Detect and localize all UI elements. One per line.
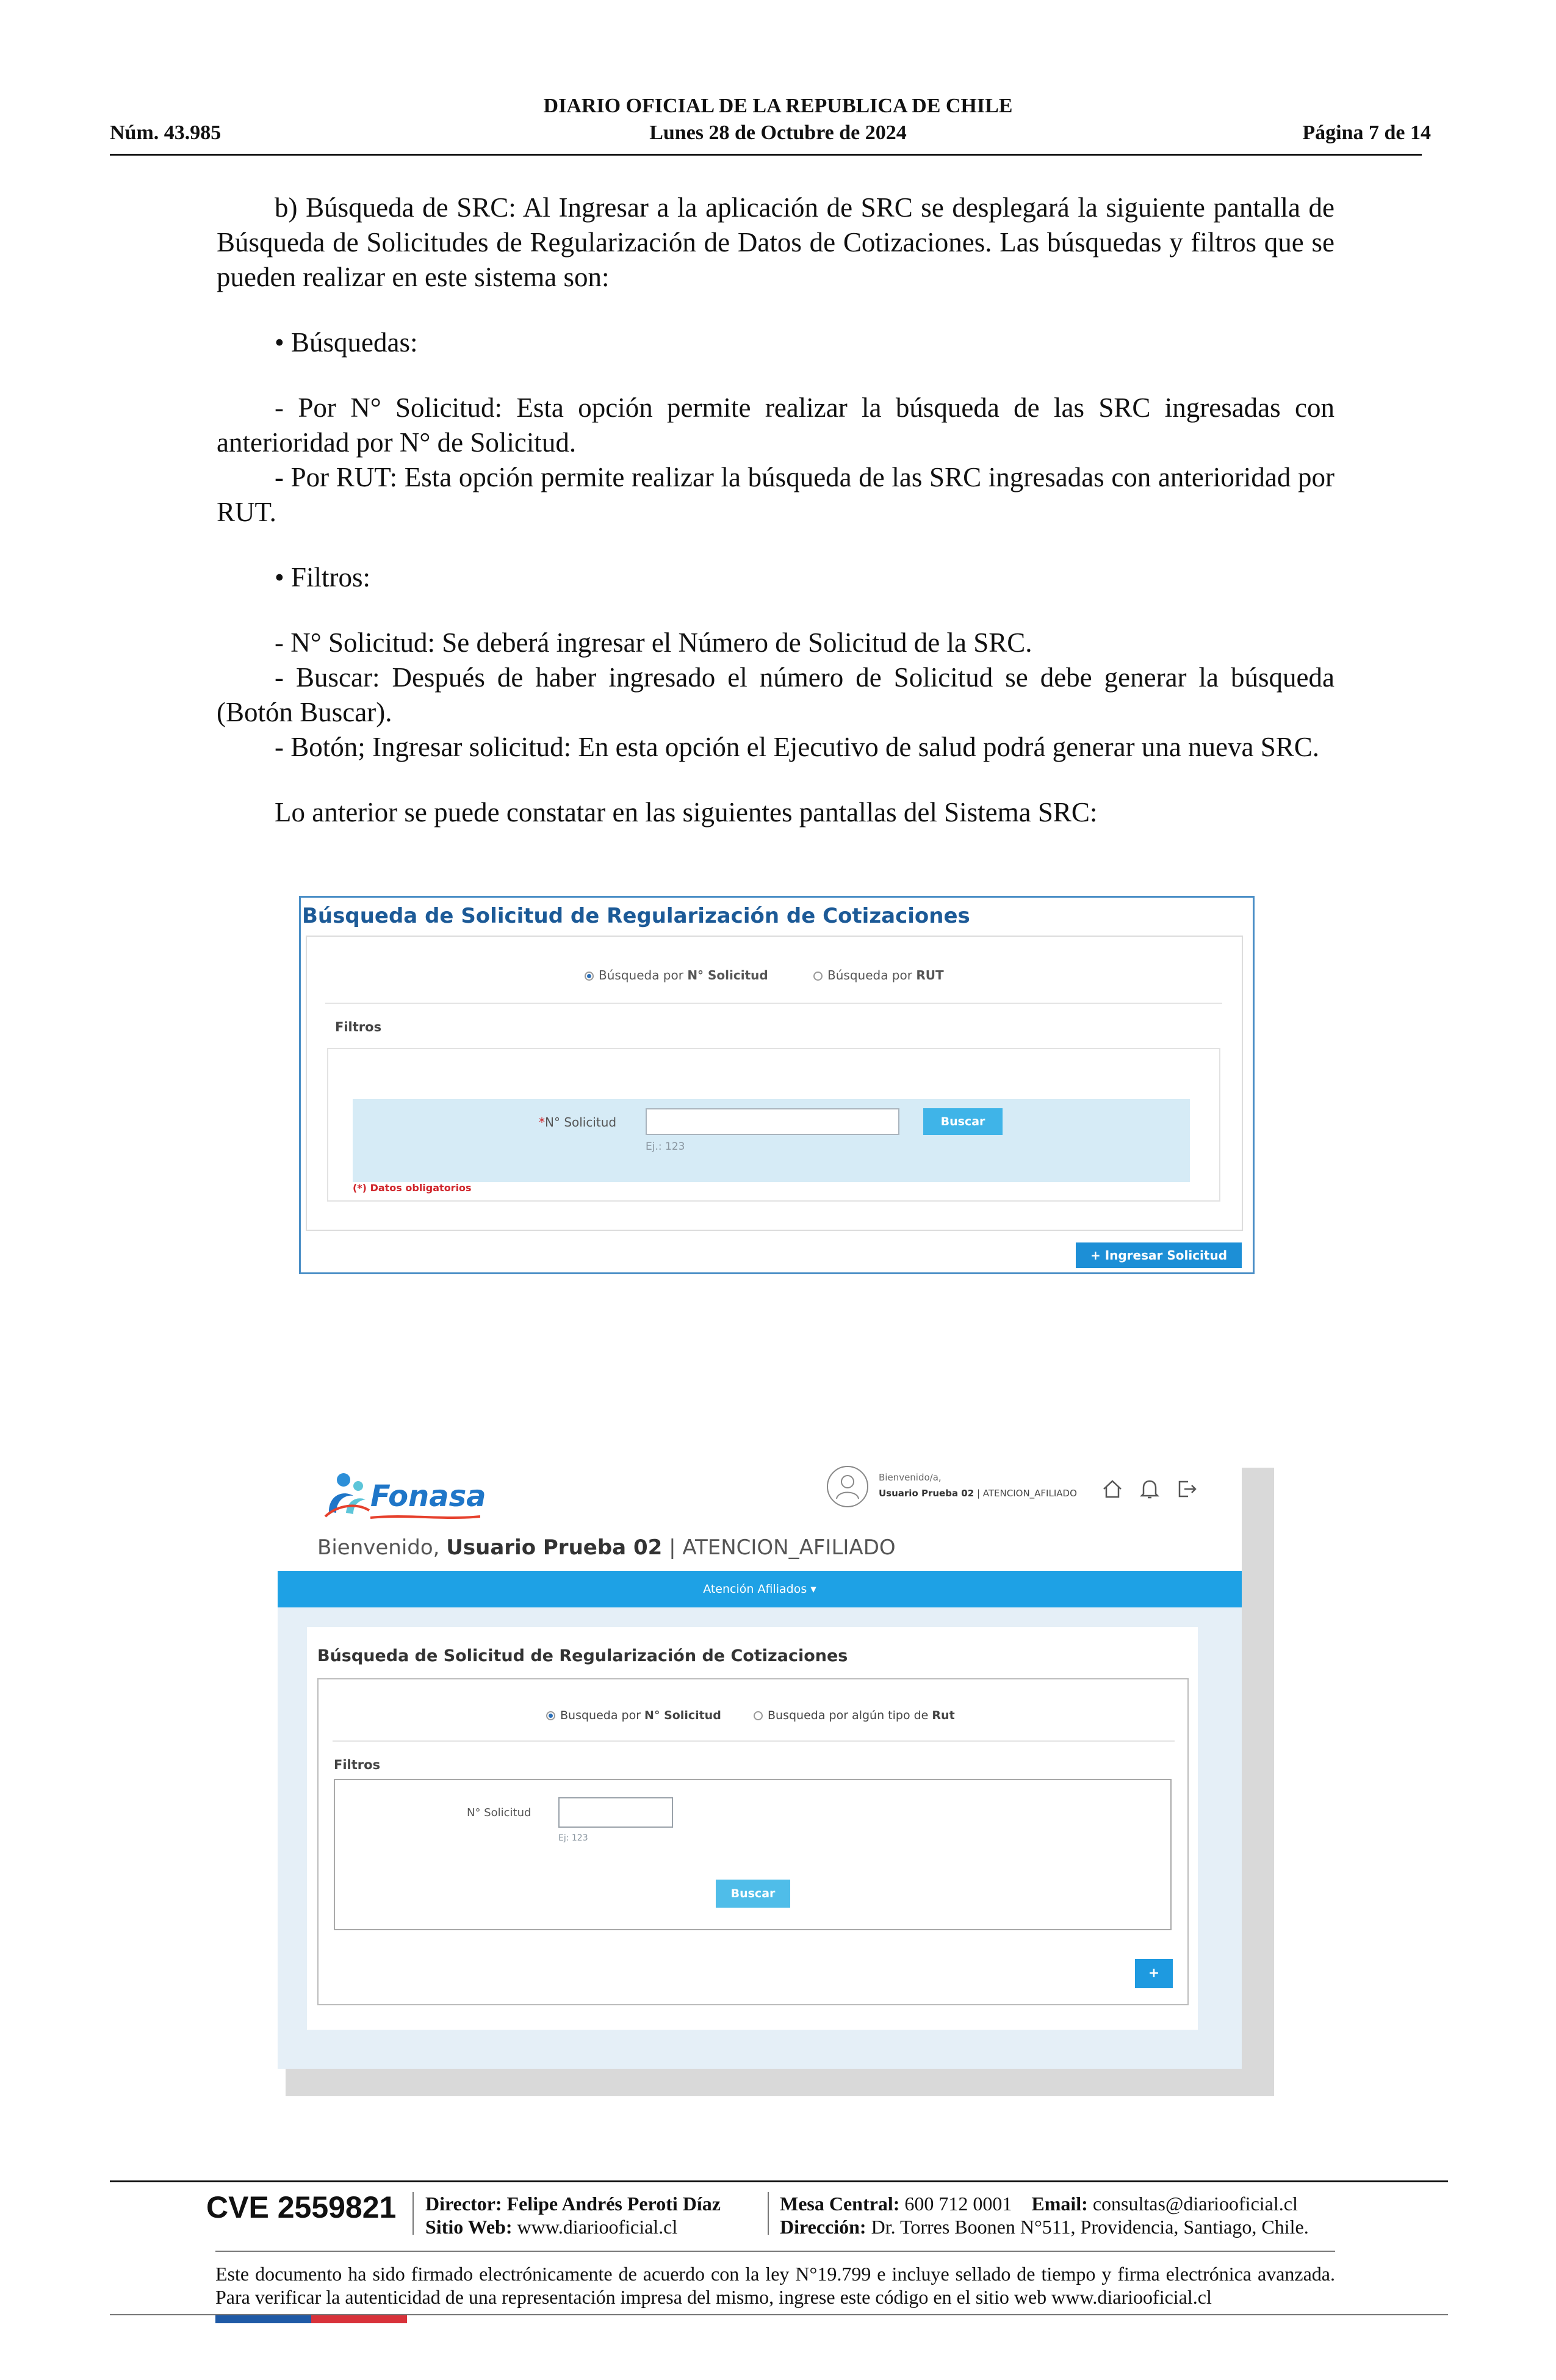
radio-busqueda-rut-label: Busqueda por algún tipo de: [768, 1709, 932, 1722]
footer-director-block: [425, 2192, 721, 2238]
radio-selected-icon: [546, 1711, 555, 1720]
radio-busqueda-solicitud[interactable]: [546, 1709, 721, 1722]
user-greeting: Bienvenido/a,: [879, 1472, 942, 1483]
screen1-title: Búsqueda de Solicitud de Regularización de Cotizaciones: [302, 904, 970, 928]
web-label: Sitio Web:: [425, 2216, 513, 2238]
radio-por-solicitud-bold: N° Solicitud: [687, 968, 768, 983]
flag-stripe-blue: [215, 2315, 311, 2323]
required-mark: *: [539, 1115, 545, 1130]
footer-contact-block: [780, 2192, 1309, 2238]
paragraph-buscar: - Buscar: Después de haber ingresado el número de Solicitud se debe generar la búsqueda (Botón Buscar).: [217, 662, 1334, 727]
logout-icon[interactable]: [1175, 1477, 1199, 1504]
home-icon[interactable]: [1100, 1477, 1125, 1504]
screen1-required-note: (*) Datos obligatorios: [353, 1182, 472, 1194]
welcome-role: | ATENCION_AFILIADO: [662, 1535, 896, 1560]
radio-por-rut-bold: RUT: [916, 968, 944, 983]
bullet-filtros: • Filtros:: [275, 562, 371, 593]
screen1-input-hint: Ej.: 123: [646, 1141, 685, 1153]
mesa-label: Mesa Central:: [780, 2193, 900, 2215]
footer-rule: [110, 2180, 1448, 2182]
bullet-busquedas: • Búsquedas:: [275, 327, 418, 358]
header-actions: [1100, 1477, 1210, 1504]
screen2-title: Búsqueda de Solicitud de Regularización de Cotizaciones: [317, 1646, 848, 1665]
radio-por-solicitud-label: Búsqueda por: [599, 968, 688, 983]
paragraph-por-rut: - Por RUT: Esta opción permite realizar la búsqueda de las SRC ingresadas con anterioridad por RUT.: [217, 462, 1334, 527]
radio-busqueda-solicitud-label: Busqueda por: [560, 1709, 645, 1722]
screenshot-search-form-2: [278, 1459, 1242, 2069]
welcome-banner: [317, 1535, 896, 1560]
user-info: [879, 1488, 1077, 1499]
fonasa-figures-icon: [320, 1468, 375, 1523]
screen1-ingresar-button[interactable]: + Ingresar Solicitud: [1076, 1242, 1242, 1268]
radio-por-solicitud[interactable]: [585, 968, 768, 983]
radio-por-rut-label: Búsqueda por: [827, 968, 917, 983]
header-rule: [110, 154, 1422, 156]
bell-icon[interactable]: [1139, 1477, 1161, 1504]
screen2-add-button[interactable]: +: [1135, 1959, 1173, 1988]
screen2-solicitud-input[interactable]: [558, 1797, 673, 1828]
logo-underline: [370, 1515, 480, 1520]
flag-stripe-red: [311, 2315, 407, 2323]
paragraph-lo-anterior: Lo anterior se puede constatar en las siguientes pantallas del Sistema SRC:: [275, 797, 1098, 828]
user-name-text: Usuario Prueba 02: [879, 1488, 974, 1499]
welcome-user: Usuario Prueba 02: [446, 1535, 663, 1560]
screen2-input-hint: Ej: 123: [558, 1833, 588, 1843]
screen1-filtros-label: Filtros: [335, 1020, 382, 1034]
web-link[interactable]: www.diariooficial.cl: [517, 2216, 678, 2238]
issue-number: Núm. 43.985: [110, 121, 222, 144]
mesa-phone: 600 712 0001: [904, 2193, 1012, 2215]
radio-unselected-icon: [754, 1711, 763, 1720]
issue-date: Lunes 28 de Octubre de 2024: [649, 121, 907, 144]
radio-busqueda-rut-bold: Rut: [932, 1709, 955, 1722]
user-role-text: | ATENCION_AFILIADO: [974, 1488, 1077, 1499]
screen2-divider: [333, 1740, 1175, 1742]
screen1-field-label-text: N° Solicitud: [545, 1115, 617, 1130]
fonasa-logo-text: Fonasa: [370, 1479, 486, 1513]
signature-note: Este documento ha sido firmado electrónicamente de acuerdo con la ley N°19.799 e incluye sellado de tiempo y firma electrónica avanzada. Para verificar la autenticidad de una representación impresa del mismo, ingrese este código en el sitio web www.diariooficial.cl: [215, 2263, 1335, 2308]
main-navbar: [278, 1571, 1242, 1607]
screen2-filtros-label: Filtros: [334, 1758, 381, 1772]
paragraph-ingresar: - Botón; Ingresar solicitud: En esta opción el Ejecutivo de salud podrá generar una nueva SRC.: [275, 732, 1320, 762]
director-label: Director:: [425, 2193, 502, 2215]
screen2-buscar-button[interactable]: Buscar: [716, 1880, 790, 1908]
footer-separator: [412, 2192, 414, 2235]
user-avatar-icon[interactable]: [827, 1466, 868, 1507]
screen1-field-label: [539, 1115, 616, 1130]
footer-inner-rule: [215, 2251, 1335, 2252]
journal-title: DIARIO OFICIAL DE LA REPUBLICA DE CHILE: [543, 95, 1013, 117]
paragraph-por-solicitud: - Por N° Solicitud: Esta opción permite realizar la búsqueda de las SRC ingresadas con anterioridad por N° de Solicitud.: [217, 392, 1334, 458]
screen1-divider: [325, 1003, 1222, 1004]
radio-por-rut[interactable]: [813, 968, 944, 983]
radio-unselected-icon: [813, 972, 823, 981]
email-address[interactable]: consultas@diariooficial.cl: [1092, 2193, 1298, 2215]
nav-atencion-afiliados[interactable]: Atención Afiliados ▾: [703, 1582, 816, 1596]
director-name: Felipe Andrés Peroti Díaz: [506, 2193, 721, 2215]
address-text: Dr. Torres Boonen N°511, Providencia, Santiago, Chile.: [871, 2216, 1309, 2238]
screenshot-search-form-1: [299, 896, 1255, 1274]
radio-busqueda-solicitud-bold: N° Solicitud: [644, 1709, 721, 1722]
email-label: Email:: [1031, 2193, 1088, 2215]
page-number: Página 7 de 14: [1302, 121, 1431, 144]
radio-selected-icon: [585, 972, 594, 981]
screen1-buscar-button[interactable]: Buscar: [923, 1108, 1003, 1135]
paragraph-busqueda-src: b) Búsqueda de SRC: Al Ingresar a la aplicación de SRC se desplegará la siguiente pantalla de Búsqueda de Solicitudes de Regularización de Datos de Cotizaciones. Las búsquedas y filtros que se pueden realizar en este sistema son:: [217, 192, 1334, 292]
screen2-field-label: N° Solicitud: [467, 1806, 531, 1819]
article-body: [217, 190, 1334, 830]
screen1-solicitud-input[interactable]: [646, 1108, 899, 1135]
radio-busqueda-rut[interactable]: [754, 1709, 955, 1722]
welcome-prefix: Bienvenido,: [317, 1535, 447, 1560]
cve-code: CVE 2559821: [206, 2190, 397, 2224]
paragraph-n-solicitud: - N° Solicitud: Se deberá ingresar el Número de Solicitud de la SRC.: [275, 627, 1032, 658]
footer-separator: [768, 2192, 769, 2235]
address-label: Dirección:: [780, 2216, 866, 2238]
